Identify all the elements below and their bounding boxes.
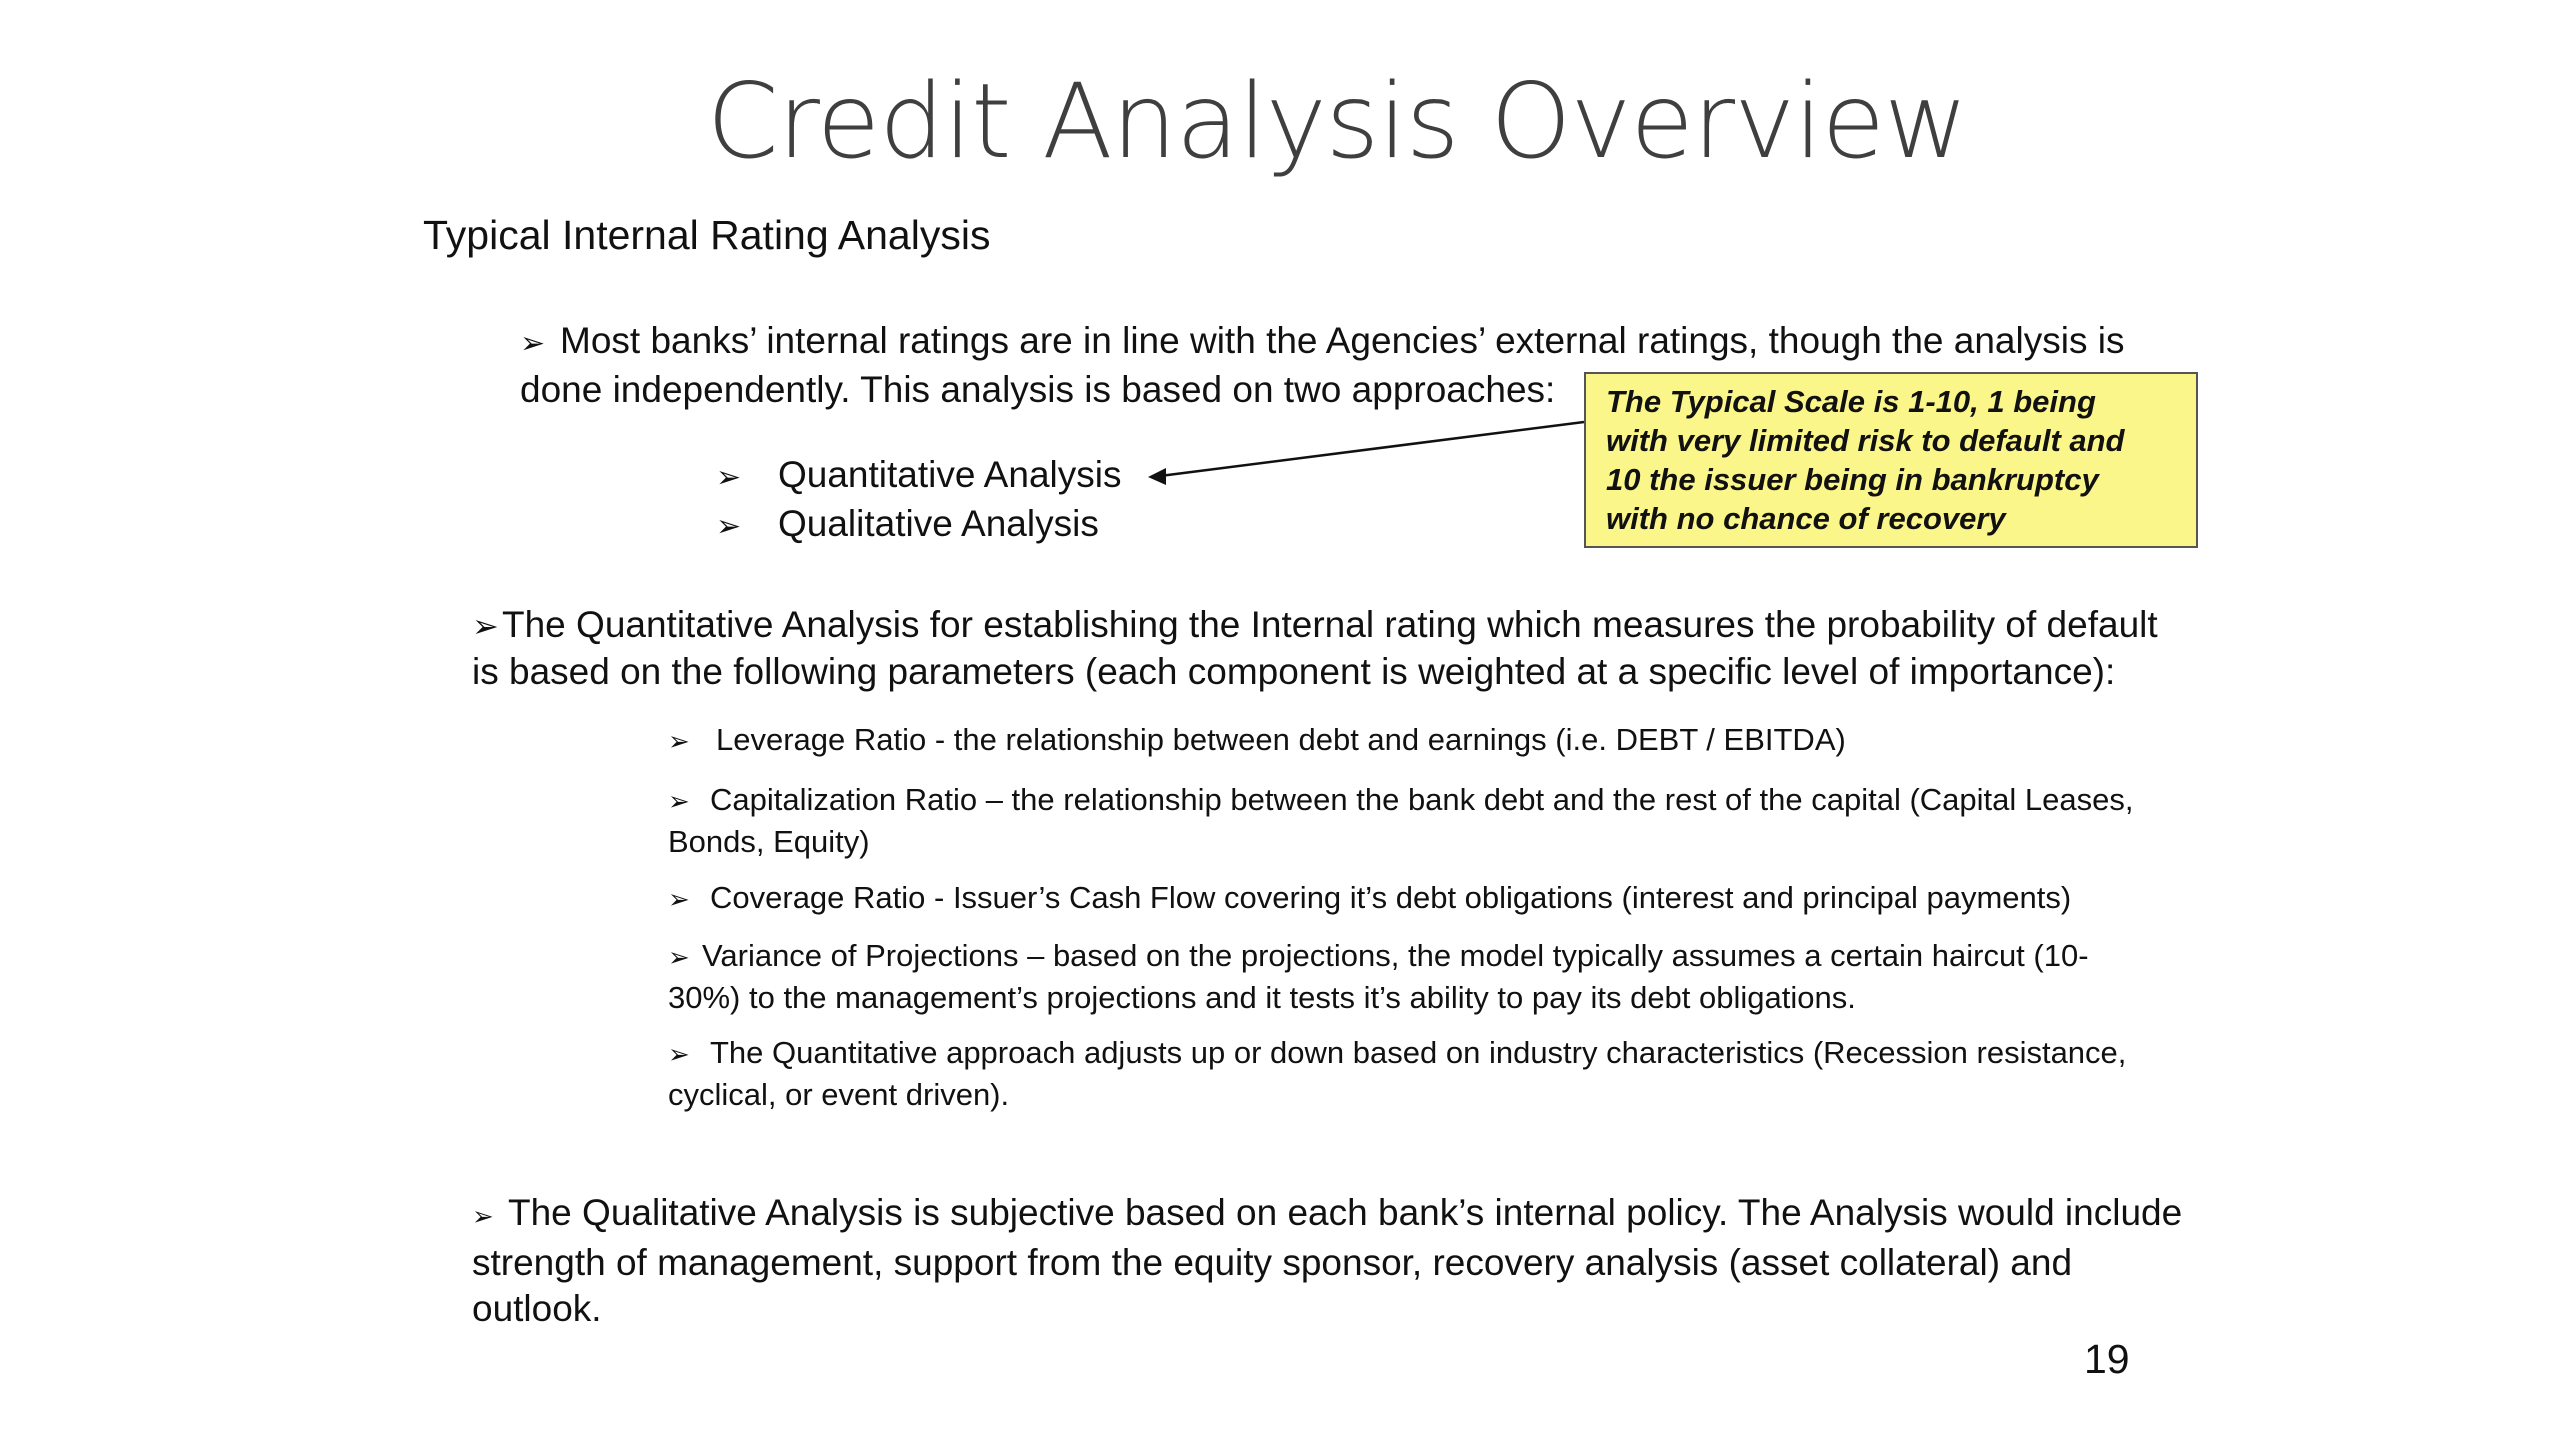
intro-line-2: done independently. This analysis is based on two approaches: [520, 369, 1556, 410]
qualitative-line-1: ➢ The Qualitative Analysis is subjective based on each bank’s internal policy. The Analysis would include [472, 1190, 2182, 1240]
parameter-item-leverage: ➢ Leverage Ratio - the relationship between debt and earnings (i.e. DEBT / EBITDA) [668, 720, 1846, 762]
quantitative-paragraph [472, 602, 2158, 695]
bullet-arrow-icon: ➢ [716, 509, 742, 544]
bullet-arrow-icon: ➢ [472, 1202, 494, 1232]
bullet-arrow-icon: ➢ [668, 787, 690, 817]
parameter-item-coverage: ➢ Coverage Ratio - Issuer’s Cash Flow covering it’s debt obligations (interest and principal payments) [668, 878, 2071, 920]
callout-line: 10 the issuer being in bankruptcy [1606, 462, 2099, 497]
approach-item: ➢ Qualitative Analysis [716, 501, 1121, 550]
page-number: 19 [2084, 1336, 2130, 1382]
bullet-arrow-icon: ➢ [668, 943, 690, 973]
bullet-arrow-icon: ➢ [716, 460, 742, 495]
bullet-arrow-icon: ➢ [668, 727, 690, 757]
parameter-item-capitalization: ➢ Capitalization Ratio – the relationship between the bank debt and the rest of the capital (Capital Leases, Bonds, Equity) [668, 782, 2134, 859]
bullet-arrow-icon: ➢ [472, 607, 499, 645]
callout-line: with no chance of recovery [1606, 501, 2006, 536]
quantitative-line-1: ➢The Quantitative Analysis for establishing the Internal rating which measures the probability of default [472, 602, 2158, 649]
slide-title: Credit Analysis Overview [706, 62, 1968, 182]
bullet-arrow-icon: ➢ [520, 326, 546, 361]
qualitative-paragraph [472, 1190, 2182, 1332]
bullet-arrow-icon: ➢ [668, 885, 690, 915]
callout-line: with very limited risk to default and [1606, 423, 2125, 458]
quantitative-line-2: is based on the following parameters (each component is weighted at a specific level of importance): [472, 651, 2116, 692]
callout-line: The Typical Scale is 1-10, 1 being [1606, 384, 2096, 419]
approach-item: ➢ Quantitative Analysis [716, 452, 1121, 501]
bullet-arrow-icon: ➢ [668, 1040, 690, 1070]
intro-line-1: ➢ Most banks’ internal ratings are in line with the Agencies’ external ratings, though the analysis is [520, 318, 2124, 367]
parameter-item-variance: ➢ Variance of Projections – based on the projections, the model typically assumes a certain haircut (10- 30%) to the management’s projections and it tests it’s ability to pay its debt obligations. [668, 938, 2089, 1015]
qualitative-line-2: strength of management, support from the equity sponsor, recovery analysis (asset collateral) and [472, 1242, 2073, 1283]
qualitative-line-3: outlook. [472, 1288, 602, 1329]
parameter-item-industry: ➢ The Quantitative approach adjusts up or down based on industry characteristics (Recession resistance, cyclical, or event driven). [668, 1035, 2127, 1112]
section-subtitle: Typical Internal Rating Analysis [423, 212, 991, 258]
